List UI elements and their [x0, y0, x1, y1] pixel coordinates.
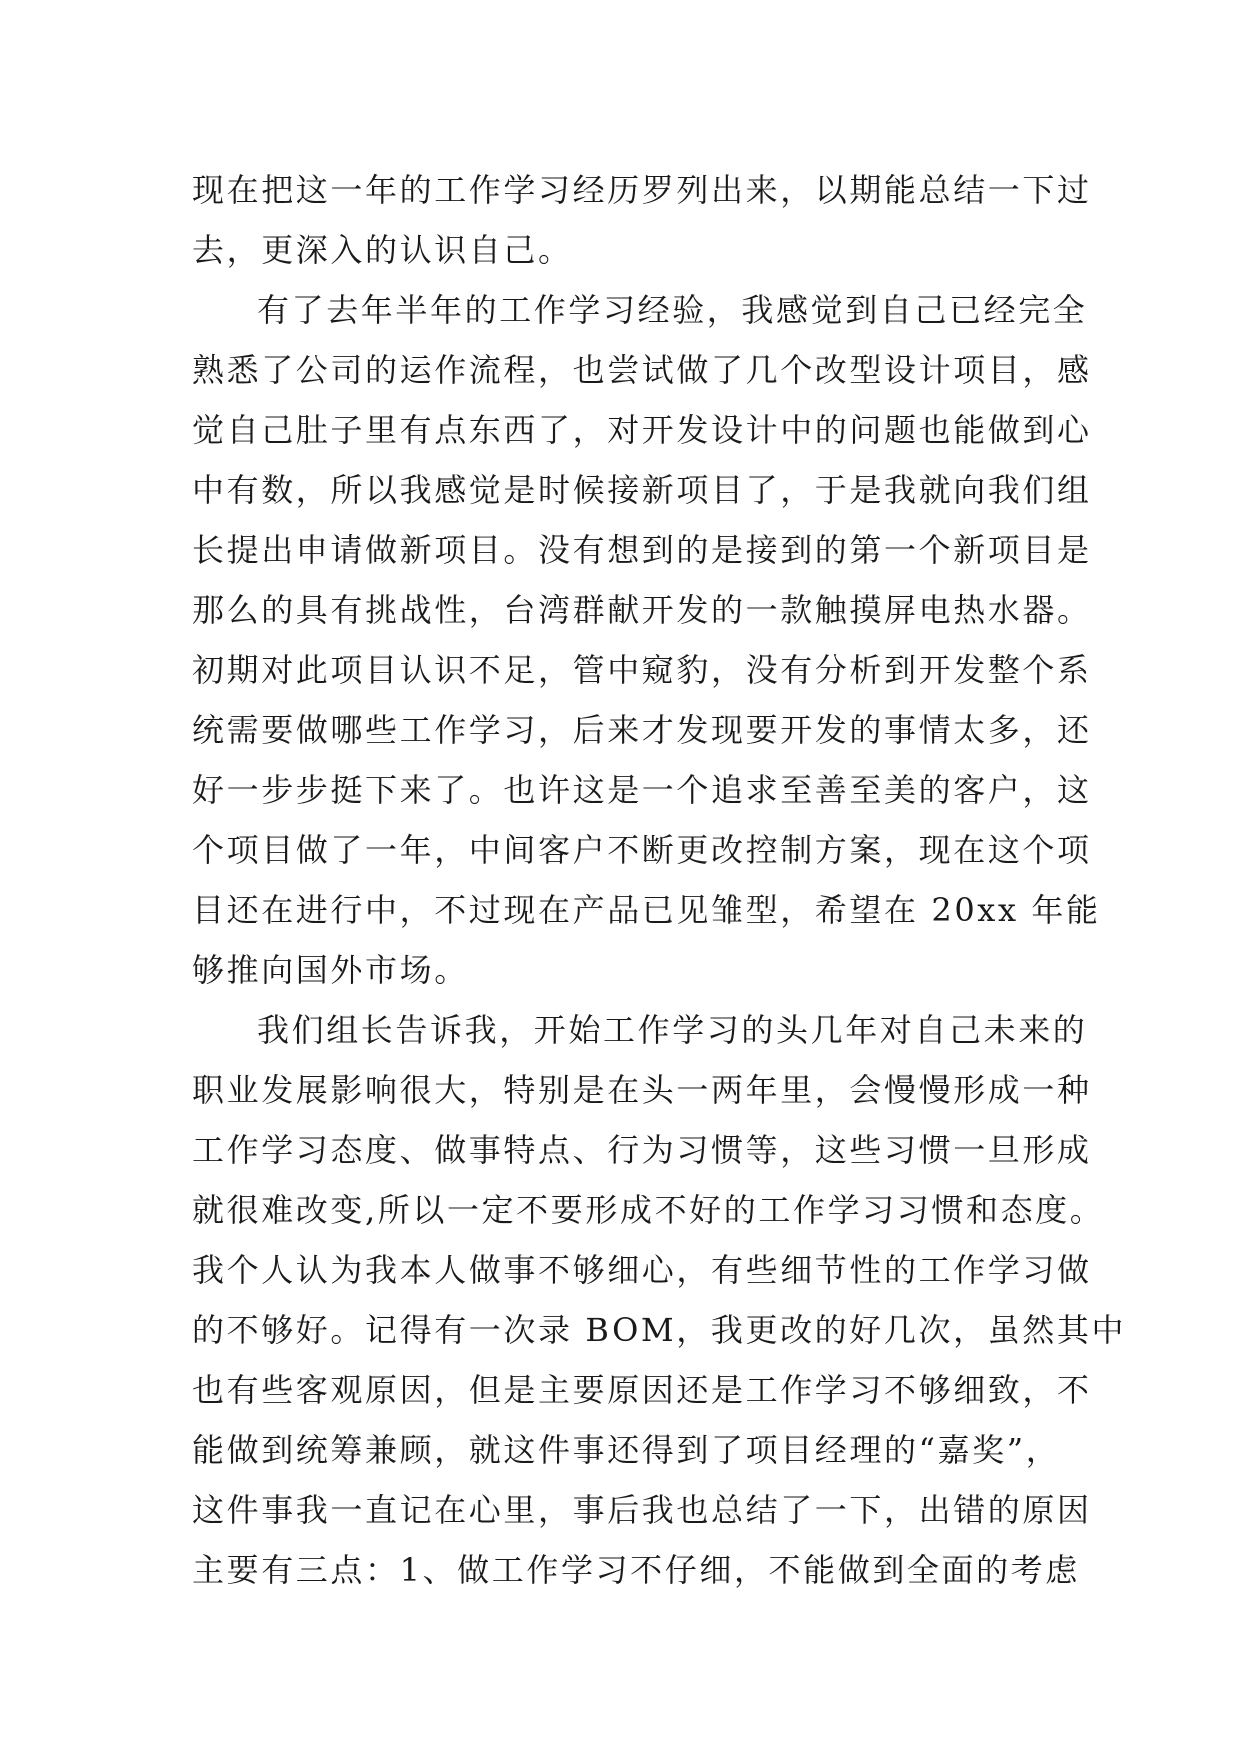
text-line: 现在把这一年的工作学习经历罗列出来，以期能总结一下过: [192, 171, 1092, 209]
paragraph-start-line: 有了去年半年的工作学习经验，我感觉到自己已经完全: [257, 291, 1088, 329]
text-line: 目还在进行中，不过现在产品已见雏型，希望在 20xx 年能: [192, 891, 1101, 929]
text-line: 能做到统筹兼顾，就这件事还得到了项目经理的“嘉奖”，: [192, 1431, 1061, 1469]
text-line: 初期对此项目认识不足，管中窥豹，没有分析到开发整个系: [192, 651, 1092, 689]
paragraph-start-line: 我们组长告诉我，开始工作学习的头几年对自己未来的: [257, 1011, 1088, 1049]
text-line: 统需要做哪些工作学习，后来才发现要开发的事情太多，还: [192, 711, 1092, 749]
text-line: 主要有三点：1、做工作学习不仔细，不能做到全面的考虑: [192, 1551, 1080, 1589]
text-line: 这件事我一直记在心里，事后我也总结了一下，出错的原因: [192, 1491, 1092, 1529]
text-line: 好一步步挺下来了。也许这是一个追求至善至美的客户，这: [192, 771, 1092, 809]
text-line: 长提出申请做新项目。没有想到的是接到的第一个新项目是: [192, 531, 1092, 569]
text-line: 熟悉了公司的运作流程，也尝试做了几个改型设计项目，感: [192, 351, 1092, 389]
text-line: 工作学习态度、做事特点、行为习惯等，这些习惯一旦形成: [192, 1131, 1092, 1169]
text-line: 个项目做了一年，中间客户不断更改控制方案，现在这个项: [192, 831, 1092, 869]
text-line: 中有数，所以我感觉是时候接新项目了，于是我就向我们组: [192, 471, 1092, 509]
text-line: 的不够好。记得有一次录 BOM，我更改的好几次，虽然其中: [192, 1311, 1127, 1349]
text-line: 就很难改变,所以一定不要形成不好的工作学习习惯和态度。: [192, 1191, 1105, 1229]
text-line: 我个人认为我本人做事不够细心，有些细节性的工作学习做: [192, 1251, 1092, 1289]
text-line: 去，更深入的认识自己。: [192, 231, 573, 269]
text-line: 够推向国外市场。: [192, 951, 469, 989]
text-line: 那么的具有挑战性，台湾群献开发的一款触摸屏电热水器。: [192, 591, 1092, 629]
text-line: 觉自己肚子里有点东西了，对开发设计中的问题也能做到心: [192, 411, 1092, 449]
body-text: [192, 160, 1127, 1600]
text-line: 也有些客观原因，但是主要原因还是工作学习不够细致，不: [192, 1371, 1092, 1409]
text-line: 职业发展影响很大，特别是在头一两年里，会慢慢形成一种: [192, 1071, 1092, 1109]
